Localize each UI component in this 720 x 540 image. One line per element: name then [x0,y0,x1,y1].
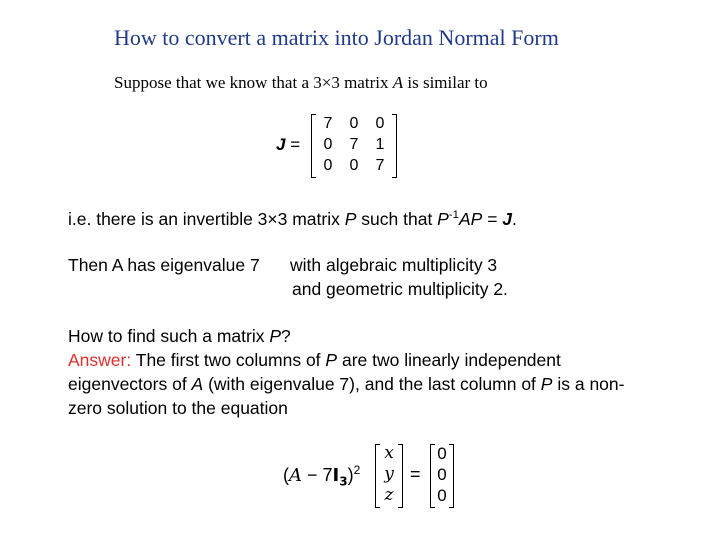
question-line [68,324,291,348]
answer-text: are two linearly independent [337,350,561,370]
matrix-cell: 0 [375,115,385,132]
matrix-cell: 1 [375,136,385,153]
vector-entry: z [384,485,394,505]
matrix-cell: 0 [349,115,359,132]
eigen-line-right: with algebraic multiplicity 3 [290,255,498,275]
equation-exponent: 2 [353,463,361,477]
answer-line-2 [68,372,624,396]
ie-var-j: J [502,208,513,229]
unknown-vector [375,444,403,508]
jordan-label [276,135,300,155]
jordan-matrix [311,114,397,178]
matrix-cell: 0 [323,157,333,174]
answer-label: Answer: [68,350,132,370]
question-text: How to find such a matrix [68,326,270,346]
answer-var-p: P [325,350,338,370]
matrix-cell: 0 [349,157,359,174]
ie-line [68,203,517,231]
intro-sentence [114,73,488,93]
zero-entry: 0 [437,486,447,505]
matrix-cell: 7 [375,157,385,174]
ie-period: . [512,208,517,229]
ie-superscript: -1 [448,209,459,221]
answer-line-3: zero solution to the equation [68,398,288,418]
intro-var-a: A [392,73,404,92]
vector-entry: x [384,443,394,463]
jordan-equals: = [290,135,301,154]
answer-var-p: P [540,374,553,394]
equation-minus-seven: − 7 [302,465,333,485]
zero-entry: 0 [437,465,447,484]
zero-entry: 0 [437,444,447,463]
equation-var-a: A [289,465,302,486]
ie-var-ap: AP [458,208,483,229]
jordan-symbol: J [276,135,286,154]
ie-equals: = [482,208,503,229]
ie-var-p-inverse: P [437,208,449,229]
paren-open: ( [283,465,289,485]
equation-lhs [283,463,360,489]
eigen-line-left: Then A has eigenvalue 7 [68,255,260,275]
matrix-cell: 7 [349,136,359,153]
identity-subscript: 3 [339,474,348,489]
intro-text-before: Suppose that we know that a 3×3 matrix [114,73,393,92]
answer-var-a: A [191,374,204,394]
paren-close: ) [347,465,354,485]
ie-text: such that [356,208,438,229]
equation-equals: = [410,464,421,484]
answer-text: is a non- [552,374,625,394]
answer-text: (with eigenvalue 7), and the last column of [203,374,541,394]
ie-var-p: P [344,208,357,229]
question-mark: ? [281,326,291,346]
vector-entry: y [384,464,394,484]
question-var-p: P [269,326,282,346]
identity-symbol: I [332,465,340,486]
page-title: How to convert a matrix into Jordan Normal Form [114,25,559,50]
matrix-cell: 7 [323,115,333,132]
matrix-cell: 0 [323,136,333,153]
ie-text: i.e. there is an invertible 3×3 matrix [68,208,345,229]
zero-vector [430,444,454,508]
eigen-line-2: and geometric multiplicity 2. [292,279,508,299]
answer-text: eigenvectors of [68,374,192,394]
answer-line-1 [68,348,561,372]
intro-text-after: is similar to [403,73,488,92]
answer-text: The first two columns of [131,350,326,370]
